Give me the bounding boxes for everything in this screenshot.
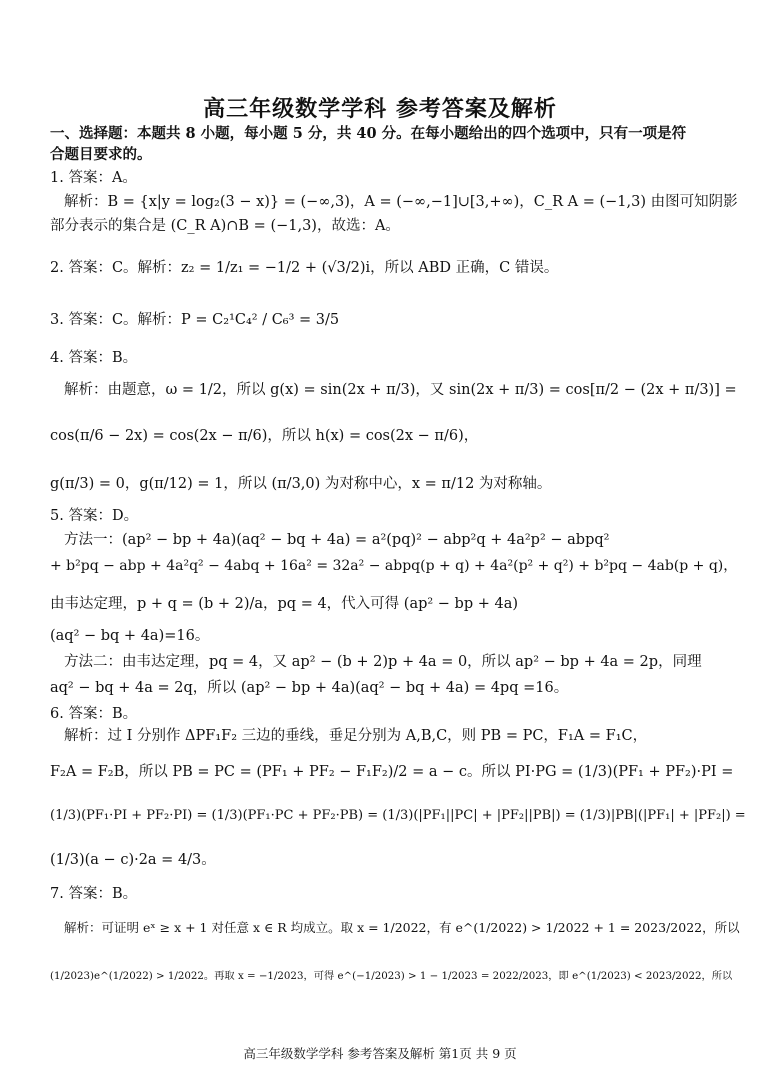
analysis-line: 解析：由题意，ω = 1/2，所以 g(x) = sin(2x + π/3)，又 sin(2x + π/3) = cos[π/2 − (2x + π/3)] = (64, 382, 737, 398)
analysis-line: 部分表示的集合是 (C_R A)∩B = (−1,3)，故选：A。 (50, 218, 400, 234)
method-line: 由韦达定理，p + q = (b + 2)/a，pq = 4，代入可得 (ap² − bp + 4a) (50, 596, 519, 612)
analysis-line: (1/3)(PF₁·PI + PF₂·PI) = (1/3)(PF₁·PC + PF₂·PB) = (1/3)(|PF₁||PC| + |PF₂||PB|) = (1/3)|PB|(|PF₁| + |PF₂|) = (50, 808, 746, 823)
answer-3: 3. 答案：C。解析：P = C₂¹C₄² / C₆³ = 3/5 (50, 312, 340, 328)
answer-1: 1. 答案：A。 (50, 170, 137, 186)
analysis-line: 解析：过 I 分别作 ΔPF₁F₂ 三边的垂线，垂足分别为 A,B,C，则 PB = PC，F₁A = F₁C， (64, 728, 648, 744)
answer-6: 6. 答案：B。 (50, 706, 138, 722)
page-title: 高三年级数学学科 参考答案及解析 (203, 96, 557, 122)
analysis-line: (1/3)(a − c)·2a = 4/3。 (50, 852, 216, 868)
section-heading: 一、选择题：本题共 8 小题，每小题 5 分，共 40 分。在每小题给出的四个选项中，只有一项是符 (50, 125, 687, 142)
method-line: 方法一：(ap² − bp + 4a)(aq² − bq + 4a) = a²(pq)² − abp²q + 4a²p² − abpq² (64, 532, 610, 548)
analysis-line: (1/2023)e^(1/2022) > 1/2022。再取 x = −1/2023，可得 e^(−1/2023) > 1 − 1/2023 = 2022/2023，即 e^(1/2023) < 2023/2022，所以 (50, 970, 733, 982)
analysis-line: 解析：可证明 eˣ ≥ x + 1 对任意 x ∈ R 均成立。取 x = 1/2022，有 e^(1/2022) > 1/2022 + 1 = 2023/2022，所以 (64, 920, 740, 935)
analysis-line: g(π/3) = 0，g(π/12) = 1，所以 (π/3,0) 为对称中心，x = π/12 为对称轴。 (50, 476, 552, 492)
method-line: aq² − bq + 4a = 2q，所以 (ap² − bp + 4a)(aq² − bq + 4a) = 4pq =16。 (50, 680, 569, 696)
answer-2: 2. 答案：C。解析：z₂ = 1/z₁ = −1/2 + (√3/2)i，所以 ABD 正确，C 错误。 (50, 260, 559, 276)
answer-4: 4. 答案：B。 (50, 350, 138, 366)
analysis-line: 解析：B = {x|y = log₂(3 − x)} = (−∞,3)，A = (−∞,−1]∪[3,+∞)，C_R A = (−1,3) 由图可知阴影 (64, 194, 738, 210)
method-line: + b²pq − abp + 4a²q² − 4abq + 16a² = 32a² − abpq(p + q) + 4a²(p² + q²) + b²pq − 4ab(p + q)， (50, 558, 738, 574)
answer-7: 7. 答案：B。 (50, 886, 138, 902)
analysis-line: cos(π/6 − 2x) = cos(2x − π/6)，所以 h(x) = cos(2x − π/6)， (50, 428, 479, 444)
section-heading-cont: 合题目要求的。 (50, 146, 152, 163)
method-line: 方法二：由韦达定理，pq = 4，又 ap² − (b + 2)p + 4a = 0，所以 ap² − bp + 4a = 2p，同理 (64, 654, 702, 670)
analysis-line: F₂A = F₂B，所以 PB = PC = (PF₁ + PF₂ − F₁F₂)/2 = a − c。所以 PI·PG = (1/3)(PF₁ + PF₂)·PI = (50, 764, 734, 780)
answer-5: 5. 答案：D。 (50, 508, 139, 524)
method-line: (aq² − bq + 4a)=16。 (50, 628, 210, 644)
page-footer: 高三年级数学学科 参考答案及解析 第1页 共 9 页 (243, 1046, 517, 1061)
